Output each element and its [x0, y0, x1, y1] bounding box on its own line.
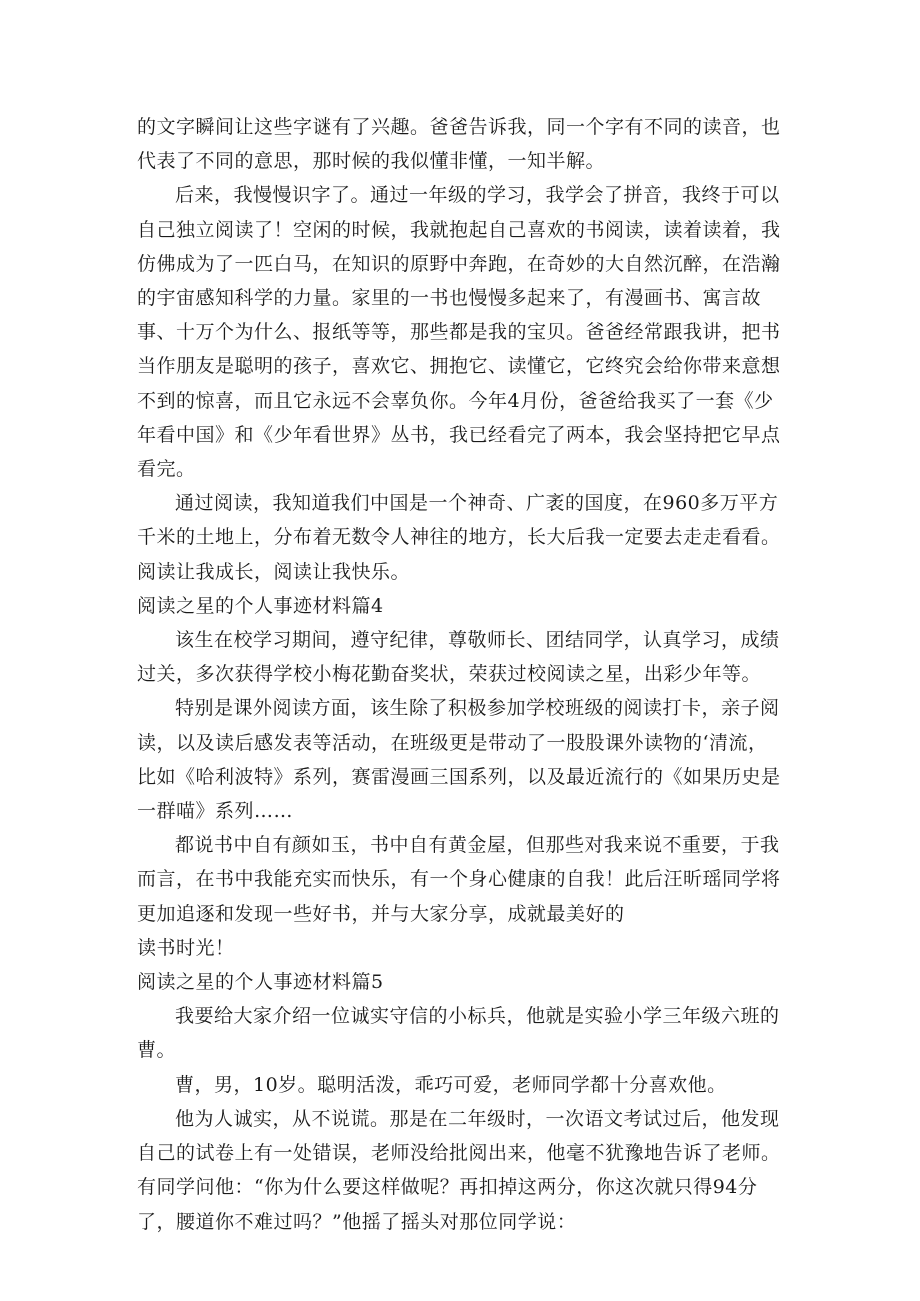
paragraph: 曹，男，10岁。聪明活泼，乖巧可爱，老师同学都十分喜欢他。 — [175, 1073, 727, 1096]
paragraph: 后来，我慢慢识字了。通过一年级的学习，我学会了拼音，我终于可以自己独立阅读了！空闲的时候，我就抱起自己喜欢的书阅读，读着读着，我仿佛成为了一匹白马，在知识的原野中奔跑，在奇妙的大自然沉醉，在浩瀚的宇宙感知科学的力量。家里的一书也慢慢多起来了，有漫画书、寓言故事、十万个为什么、报纸等等，那些都是我的宝贝。爸爸经常跟我讲，把书当作朋友是聪明的孩子，喜欢它、拥抱它、读懂它，它终究会给你带来意想不到的惊喜，而且它永远不会辜负你。今年4月份，爸爸给我买了一套《少年看中国》和《少年看世界》丛书，我已经看完了两本，我会坚持把它早点看完。 — [137, 184, 781, 481]
paragraph: 该生在校学习期间，遵守纪律，尊敬师长、团结同学，认真学习，成绩过关，多次获得学校小梅花勤奋奖状，荣获过校阅读之星，出彩少年等。 — [137, 629, 780, 686]
section-heading: 阅读之星的个人事迹材料篇4 — [137, 594, 384, 617]
paragraph: 特别是课外阅读方面，该生除了积极参加学校班级的阅读打卡，亲子阅读，以及读后感发表等活动，在班级更是带动了一股股课外读物的‘清流，比如《哈利波特》系列，赛雷漫画三国系列，以及最近流行的《如果历史是一群喵》系列…… — [137, 697, 781, 823]
paragraph: 的文字瞬间让这些字谜有了兴趣。爸爸告诉我，同一个字有不同的读音，也代表了不同的意思，那时候的我似懂非懂，一知半解。 — [137, 116, 781, 173]
paragraph: 通过阅读，我知道我们中国是一个神奇、广袤的国度，在960多万平方千米的土地上，分布着无数令人神往的地方，长大后我一定要去走走看看。阅读让我成长，阅读让我快乐。 — [137, 492, 781, 583]
document-body — [137, 110, 787, 1239]
paragraph: 读书时光！ — [137, 936, 235, 959]
paragraph: 他为人诚实，从不说谎。那是在二年级时，一次语文考试过后，他发现自己的试卷上有一处错误，老师没给批阅出来，他毫不犹豫地告诉了老师。有同学问他：“你为什么要这样做呢？再扣掉这两分，你这次就只得94分了，腰道你不难过吗？”他摇了摇头对那位同学说： — [137, 1107, 781, 1233]
paragraph: 我要给大家介绍一位诚实守信的小标兵，他就是实验小学三年级六班的曹。 — [137, 1005, 780, 1062]
section-heading: 阅读之星的个人事迹材料篇5 — [137, 971, 384, 994]
paragraph: 都说书中自有颜如玉，书中自有黄金屋，但那些对我来说不重要，于我而言，在书中我能充实而快乐，有一个身心健康的自我！此后汪昕瑶同学将更加追逐和发现一些好书，并与大家分享，成就最美好的 — [137, 834, 781, 925]
